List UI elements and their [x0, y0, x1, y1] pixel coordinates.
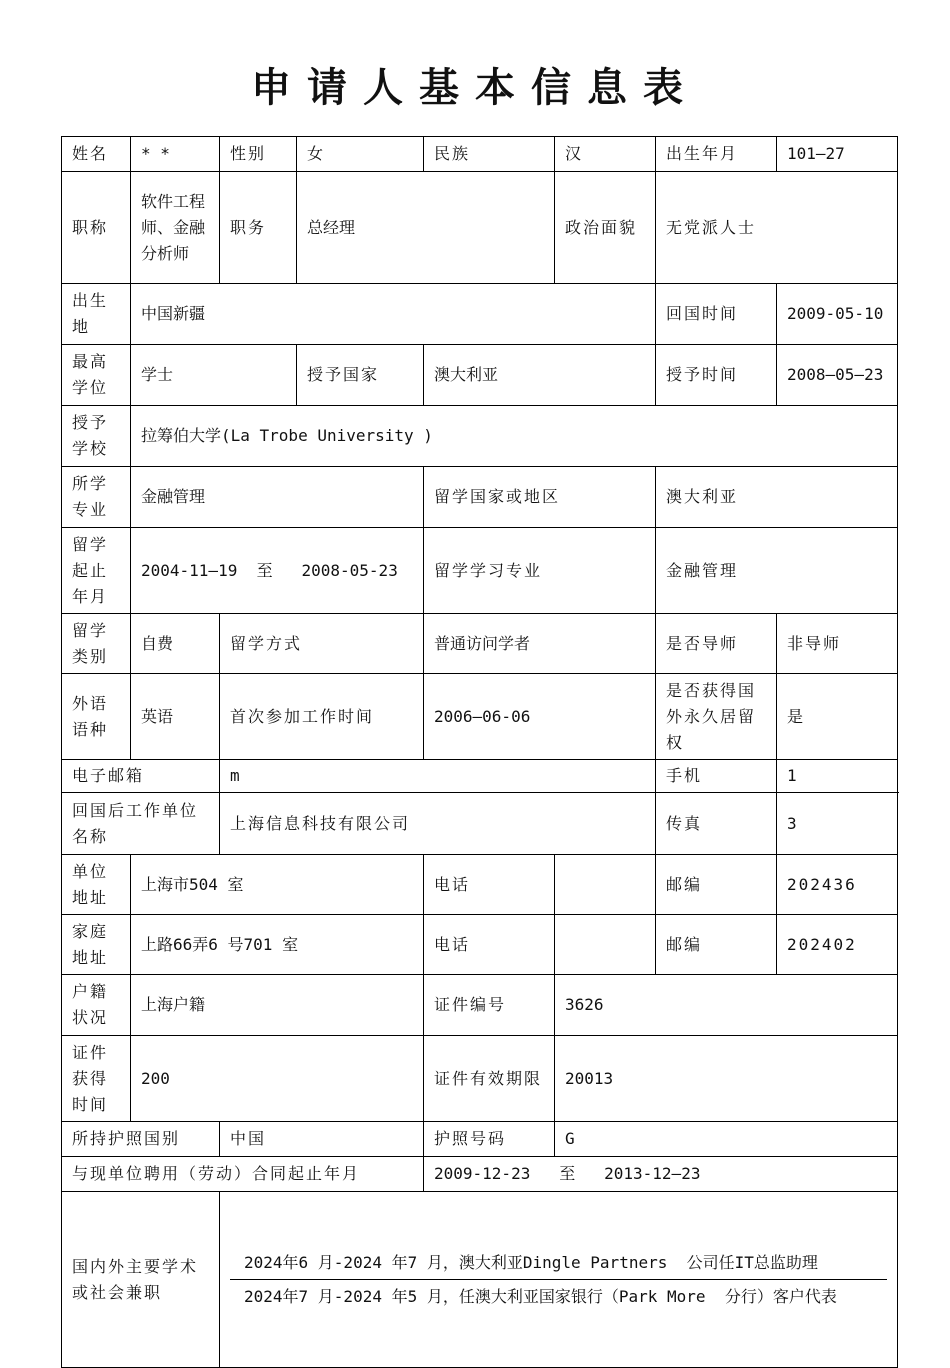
value-home-postcode: 202402 [777, 915, 898, 975]
label-id-number: 证件编号 [424, 975, 555, 1036]
label-major: 所学专业 [62, 467, 131, 528]
label-contract-period: 与现单位聘用（劳动）合同起止年月 [62, 1157, 424, 1192]
label-is-supervisor: 是否导师 [656, 614, 777, 674]
value-fax: 3 [777, 793, 898, 855]
label-study-region: 留学国家或地区 [424, 467, 656, 528]
value-work-postcode: 202436 [777, 855, 898, 915]
label-passport-country: 所持护照国别 [62, 1122, 220, 1157]
label-position: 职务 [220, 172, 297, 284]
value-passport-number: G [555, 1122, 898, 1157]
label-work-phone: 电话 [424, 855, 555, 915]
label-positions-held: 国内外主要学术或社会兼职 [62, 1192, 220, 1368]
label-work-postcode: 邮编 [656, 855, 777, 915]
value-ethnicity: 汉 [555, 137, 656, 172]
row-email [62, 760, 898, 793]
value-study-category: 自费 [131, 614, 220, 674]
label-home-phone: 电话 [424, 915, 555, 975]
label-grant-country: 授予国家 [297, 345, 424, 406]
row-title [62, 172, 898, 284]
value-home-address: 上路66弄6 号701 室 [131, 915, 424, 975]
label-hukou: 户籍状况 [62, 975, 131, 1036]
value-return-date: 2009-05-10 [777, 284, 898, 345]
row-id-obtained [62, 1036, 898, 1122]
label-mobile: 手机 [656, 760, 777, 793]
row-contract [62, 1157, 898, 1192]
value-study-mode: 普通访问学者 [424, 614, 656, 674]
row-home-address [62, 915, 898, 975]
value-id-validity: 20013 [555, 1036, 898, 1122]
value-work-phone [555, 855, 656, 915]
label-employer: 回国后工作单位名称 [62, 793, 220, 855]
value-passport-country: 中国 [220, 1122, 424, 1157]
value-foreign-language: 英语 [131, 674, 220, 760]
label-birth-date: 出生年月 [656, 137, 777, 172]
value-highest-degree: 学士 [131, 345, 297, 406]
row-passport [62, 1122, 898, 1157]
value-birth-date: 101—27 [777, 137, 898, 172]
row-birthplace [62, 284, 898, 345]
row-study-period [62, 528, 898, 614]
row-language [62, 674, 898, 760]
value-name: * * [131, 137, 220, 172]
label-permanent-residency: 是否获得国外永久居留权 [656, 674, 777, 760]
value-political-status: 无党派人士 [656, 172, 898, 284]
position-entry-text: 2024年7 月-2024 年5 月，任澳大利亚国家银行（Park More 分行）客户代表 [230, 1280, 887, 1314]
label-study-major: 留学学习专业 [424, 528, 656, 614]
value-grant-time: 2008—05—23 [777, 345, 898, 406]
positions-list [220, 1192, 898, 1368]
label-highest-degree: 最高学位 [62, 345, 131, 406]
value-gender: 女 [297, 137, 424, 172]
value-permanent-residency: 是 [777, 674, 898, 760]
label-home-address: 家庭地址 [62, 915, 131, 975]
value-birthplace: 中国新疆 [131, 284, 656, 345]
label-work-address: 单位地址 [62, 855, 131, 915]
row-positions [62, 1192, 898, 1368]
label-study-period: 留学起止年月 [62, 528, 131, 614]
value-home-phone [555, 915, 656, 975]
positions-inner-table [230, 1246, 887, 1313]
value-first-work-time: 2006—06-06 [424, 674, 656, 760]
value-id-obtained: 200 [131, 1036, 424, 1122]
label-id-validity: 证件有效期限 [424, 1036, 555, 1122]
position-entry [230, 1246, 887, 1280]
position-entry [230, 1280, 887, 1314]
row-degree [62, 345, 898, 406]
value-contract-period: 2009-12-23 至 2013-12—23 [424, 1157, 898, 1192]
label-political-status: 政治面貌 [555, 172, 656, 284]
value-study-region: 澳大利亚 [656, 467, 898, 528]
label-name: 姓名 [62, 137, 131, 172]
label-study-mode: 留学方式 [220, 614, 424, 674]
value-id-number: 3626 [555, 975, 898, 1036]
label-study-category: 留学类别 [62, 614, 131, 674]
value-email: m [220, 760, 656, 793]
page-title: 申请人基本信息表 [251, 65, 699, 111]
label-fax: 传真 [656, 793, 777, 855]
label-gender: 性别 [220, 137, 297, 172]
value-study-major: 金融管理 [656, 528, 898, 614]
label-email: 电子邮箱 [62, 760, 220, 793]
value-is-supervisor: 非导师 [777, 614, 898, 674]
value-study-period: 2004-11—19 至 2008-05-23 [131, 528, 424, 614]
value-mobile: 1 [777, 760, 898, 793]
label-first-work-time: 首次参加工作时间 [220, 674, 424, 760]
value-major: 金融管理 [131, 467, 424, 528]
applicant-info-table [61, 136, 898, 1368]
position-entry-text: 2024年6 月-2024 年7 月，澳大利亚Dingle Partners 公司任IT总监助理 [244, 1252, 818, 1272]
value-grant-country: 澳大利亚 [424, 345, 656, 406]
label-id-obtained: 证件获得时间 [62, 1036, 131, 1122]
row-major [62, 467, 898, 528]
label-ethnicity: 民族 [424, 137, 555, 172]
value-work-address: 上海市504 室 [131, 855, 424, 915]
value-grant-school: 拉筹伯大学(La Trobe University ) [131, 406, 898, 467]
row-work-address [62, 855, 898, 915]
value-position: 总经理 [297, 172, 555, 284]
label-foreign-language: 外语语种 [62, 674, 131, 760]
row-employer [62, 793, 898, 855]
value-employer: 上海信息科技有限公司 [220, 793, 656, 855]
row-hukou [62, 975, 898, 1036]
value-title: 软件工程师、金融分析师 [131, 172, 220, 284]
label-home-postcode: 邮编 [656, 915, 777, 975]
row-study-category [62, 614, 898, 674]
value-hukou: 上海户籍 [131, 975, 424, 1036]
label-return-date: 回国时间 [656, 284, 777, 345]
row-school [62, 406, 898, 467]
label-title: 职称 [62, 172, 131, 284]
label-passport-number: 护照号码 [424, 1122, 555, 1157]
label-grant-school: 授予学校 [62, 406, 131, 467]
row-basic [62, 137, 898, 172]
label-grant-time: 授予时间 [656, 345, 777, 406]
label-birthplace: 出生地 [62, 284, 131, 345]
